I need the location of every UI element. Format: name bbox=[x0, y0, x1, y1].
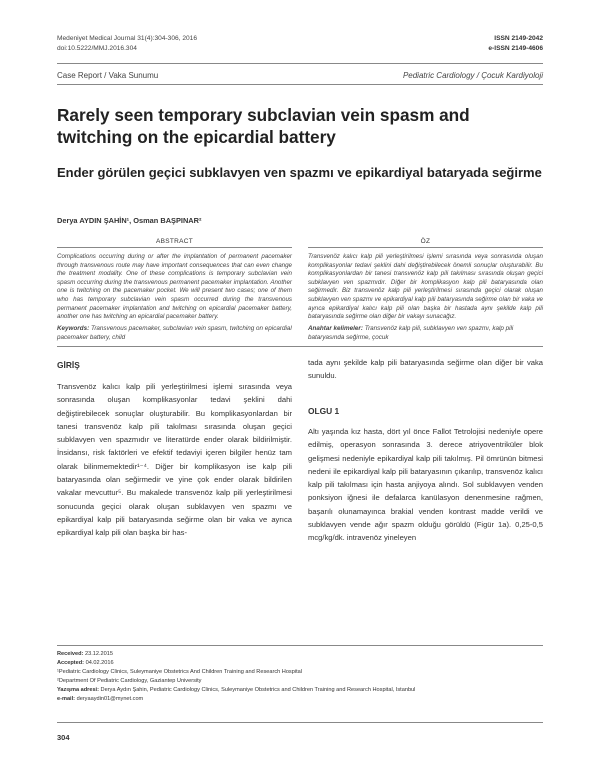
correspondence-label: Yazışma adresi: bbox=[57, 687, 99, 693]
title-turkish: Ender görülen geçici subklavyen ven spazmı ve epikardiyal bataryada seğirme bbox=[57, 165, 542, 180]
header-rule bbox=[57, 84, 543, 85]
olgu-heading: OLGU 1 bbox=[308, 406, 340, 416]
anahtar-value: Transvenöz kalp pili, subklavyen ven spazmı, kalp pili bataryasında seğirme, çocuk bbox=[308, 325, 514, 341]
continuation-text: tada aynı şekilde kalp pili bataryasında seğirme olan diğer bir vaka sunuldu. bbox=[308, 358, 543, 381]
citation-text: Medeniyet Medical Journal 31(4):304-306, 2016 bbox=[57, 35, 198, 42]
doi-text: doi:10.5222/MMJ.2016.304 bbox=[57, 45, 137, 52]
page-number: 304 bbox=[57, 733, 70, 742]
giris-heading: GİRİŞ bbox=[57, 360, 80, 370]
issn-text: ISSN 2149-2042 bbox=[494, 35, 543, 42]
oz-rule bbox=[308, 247, 543, 248]
keywords-value: Transvenous pacemaker, subclavian vein spasm, twitching on epicardial pacemaker battery, child bbox=[57, 325, 292, 341]
correspondence-line bbox=[57, 686, 543, 695]
received-line bbox=[57, 650, 543, 659]
authors: Derya AYDIN ŞAHİN¹, Osman BAŞPINAR² bbox=[57, 216, 202, 225]
keywords-label: Keywords: bbox=[57, 325, 90, 332]
issn-block bbox=[488, 34, 543, 54]
received-date: 23.12.2015 bbox=[85, 651, 113, 657]
keywords-tr bbox=[308, 325, 543, 342]
abstract-text: Complications occurring during or after the implantation of permanent pacemaker through transvenous route may have important consequences that can even change the treatment modality. One of these complications is temporary subclavian vein spasm occurring during the transvenous permanent pacemaker implantation. Another one is twitching on the pacemaker pocket. We will present two cases; one of them who has temporary subclavian vein spasm occurred during the transvenous permanent pacemaker implantation and twitching on epicardial pacemaker battery, another one has twitching an epicardial pacemaker battery. bbox=[57, 253, 292, 321]
correspondence-text: Derya Aydın Şahin, Pediatric Cardiology Clinics, Suleymaniye Obstetrics and Children Training and Research Hospital, Istanbul bbox=[100, 687, 416, 693]
footnotes bbox=[57, 650, 543, 704]
abstract-bottom-rule bbox=[57, 346, 543, 347]
title-english: Rarely seen temporary subclavian vein spasm and twitching on the epicardial battery bbox=[57, 105, 470, 147]
top-rule bbox=[57, 63, 543, 64]
article-category: Case Report / Vaka Sunumu bbox=[57, 71, 159, 80]
eissn-text: e-ISSN 2149-4606 bbox=[488, 45, 543, 52]
abstract-rule bbox=[57, 247, 292, 248]
email-line bbox=[57, 695, 543, 704]
oz-text: Transvenöz kalıcı kalp pili yerleştirilmesi işlemi sırasında veya sonrasında oluşan komplikasyonlar tedavi şeklini dahi değiştirebilecek önemli sonuçlar oluşturabilir. Bu komplikasyonlardan bir tanesi transvenöz kalp pili takılması sırasında oluşan geçici subklavyen ven spazmıdır. Diğer bir komplikasyon kalp pili bataryasında olan seğirmedir. Biz transvenöz kalp pili yerleştirilmesi sırasında geçici olarak oluşan subklavyen ven spazmı ve epikardiyal kalp pili bataryasında seğirme olan bir vaka ve ayrıca epikardiyal kalıcı kalp pili olan başka bir hastada aynı şekilde kalp pili bataryasında seğirme olan diğer bir vakayı sunacağız. bbox=[308, 253, 543, 321]
bottom-rule bbox=[57, 722, 543, 723]
giris-text: Transvenöz kalıcı kalp pili yerleştirilmesi işlemi sırasında veya sonrasında oluşan komplikasyonlar tedavi şeklini dahi değiştirebilecek sonuçlar oluşturabilir. Bu komplikasyonlardan bir tanesi transvenöz kalp pili takılması sırasında oluşan geçici subklavyen ven spazmıdır ve literatürde ender olarak bildirilmiştir. İnsidansı, risk faktörleri ve efektif tedaviyi içeren bilgiler henüz tam olarak bilinmemektedir¹⁻⁴. Diğer bir komplikasyon ise kalp pili bataryasında olan seğirmedir ve yine çok ender olarak bildirilen vakalar mevcuttur⁵. Bu makalede transvenöz kalp pili yerleştirilmesi sonucunda geçici olarak oluşan subklavyen ven spazmı ve epikardiyal kalp pili bataryasında seğirme olan bir vaka ve ayrıca epikardiyal kalp pili olan başka bir has- bbox=[57, 382, 292, 538]
received-label: Received: bbox=[57, 651, 84, 657]
abstract-heading: ABSTRACT bbox=[155, 238, 194, 245]
affiliation-1: ¹Pediatric Cardiology Clinics, Suleymaniye Obstetrics And Children Training and Research Hospital bbox=[57, 669, 302, 675]
oz-heading: ÖZ bbox=[420, 238, 431, 245]
affiliation-2: ²Department Of Pediatric Cardiology, Gaziantep University bbox=[57, 678, 202, 684]
email-label: e-mail: bbox=[57, 696, 76, 702]
footnote-rule bbox=[57, 645, 543, 646]
accepted-line bbox=[57, 659, 543, 668]
journal-section: Pediatric Cardiology / Çocuk Kardiyoloji bbox=[402, 71, 543, 80]
citation-block bbox=[57, 34, 197, 54]
email-address: deryaaydin01@mynet.com bbox=[76, 696, 144, 702]
olgu-text: Altı yaşında kız hasta, dört yıl önce Fallot Tetrolojisi nedeniyle opere edilmiş, operasyon sonrasında 3. derece atriyoventriküler blok gelişmesi nedeniyle epikardiyal kalp pili takılmış. Pil ömrünün bitmesi nedeni ile epikardiyal kalp pili bataryasının çıkarılıp, transvenöz kalıcı kalp pili takılması için hasta anjiyoya alındı. Sol subklavyen venden ponksiyon iğnesi ile defalarca kanülasyon denenmesine rağmen, başarılı olunamayınca brakial venden kontrast madde verildi ve subklavyen vende ağır spazm olduğu görüldü (Figür 1a). 0,25-0,5 mcg/kg/dk. intravenöz yineleyen bbox=[308, 427, 543, 543]
accepted-label: Accepted: bbox=[57, 660, 85, 666]
accepted-date: 04.02.2016 bbox=[85, 660, 114, 666]
anahtar-label: Anahtar kelimeler: bbox=[308, 325, 363, 332]
keywords-en bbox=[57, 325, 292, 342]
